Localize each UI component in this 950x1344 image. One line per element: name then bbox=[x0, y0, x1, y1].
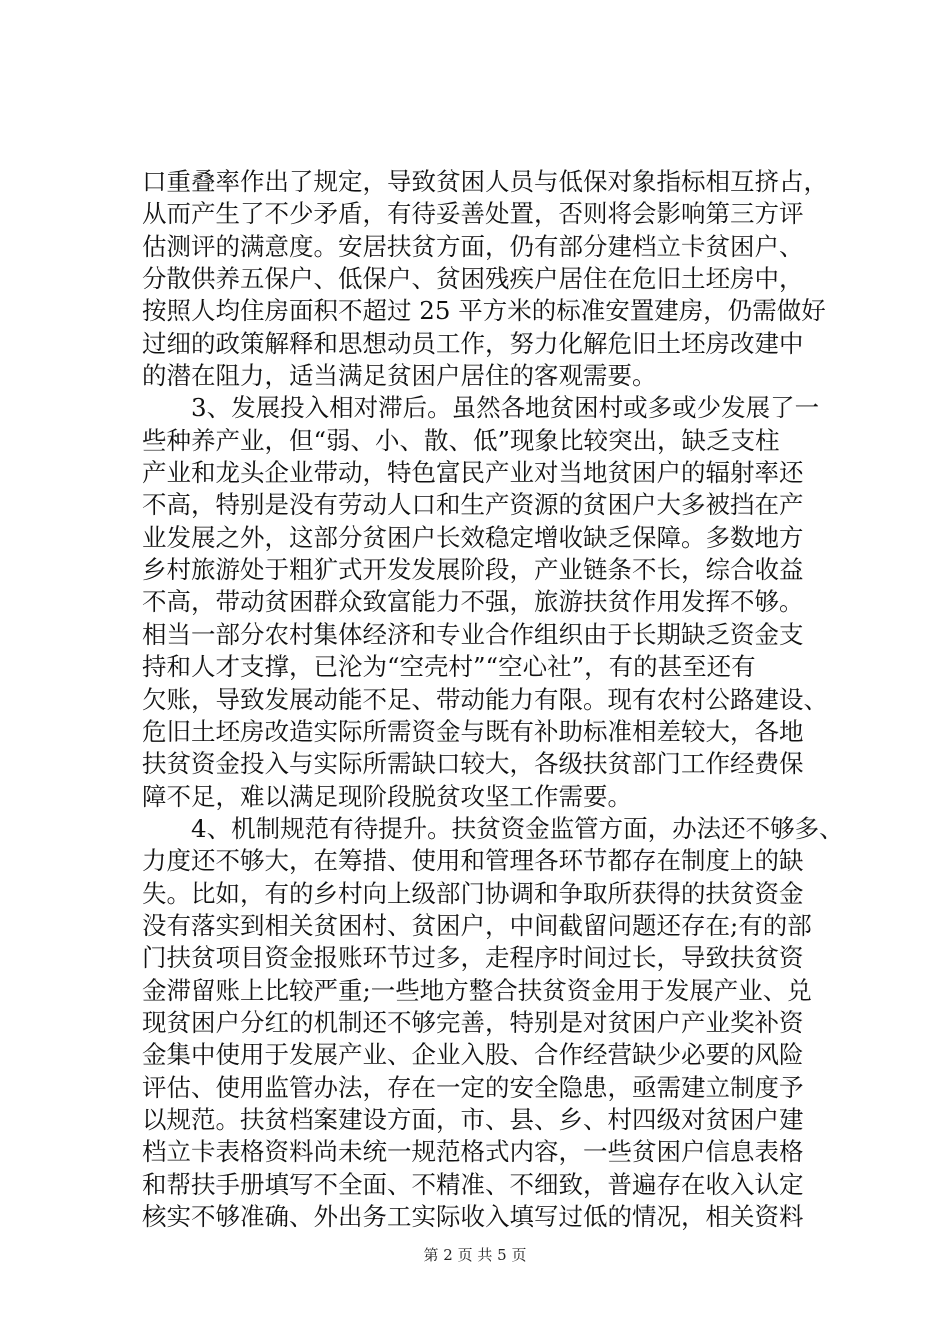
text-line: 评估、使用监管办法，存在一定的安全隐患，亟需建立制度予 bbox=[142, 1072, 804, 1102]
text-line: 按照人均住房面积不超过 25 平方米的标准安置建房，仍需做好 bbox=[142, 296, 826, 326]
text-line: 危旧土坯房改造实际所需资金与既有补助标准相差较大，各地 bbox=[142, 716, 804, 746]
text-line: 从而产生了不少矛盾，有待妥善处置，否则将会影响第三方评 bbox=[142, 199, 804, 229]
text-line: 门扶贫项目资金报账环节过多，走程序时间过长，导致扶贫资 bbox=[142, 943, 804, 973]
text-line: 些种养产业，但“弱、小、散、低”现象比较突出，缺乏支柱 bbox=[142, 425, 780, 455]
text-line: 不高，特别是没有劳动人口和生产资源的贫困户大多被挡在产 bbox=[142, 490, 804, 520]
text-line: 力度还不够大，在筹措、使用和管理各环节都存在制度上的缺 bbox=[142, 846, 804, 876]
text-line: 现贫困户分红的机制还不够完善，特别是对贫困户产业奖补资 bbox=[142, 1007, 804, 1037]
text-line: 核实不够准确、外出务工实际收入填写过低的情况，相关资料 bbox=[142, 1202, 804, 1231]
text-line: 金滞留账上比较严重;一些地方整合扶贫资金用于发展产业、兑 bbox=[142, 975, 812, 1005]
text-line: 分散供养五保户、低保户、贫困残疾户居住在危旧土坯房中， bbox=[142, 264, 804, 294]
text-line: 欠账，导致发展动能不足、带动能力有限。现有农村公路建设、 bbox=[142, 684, 828, 714]
text-line: 4、机制规范有待提升。扶贫资金监管方面，办法还不够多、 bbox=[142, 813, 844, 843]
page-footer: 第 2 页 共 5 页 bbox=[423, 1246, 527, 1264]
text-line: 业发展之外，这部分贫困户长效稳定增收缺乏保障。多数地方 bbox=[142, 522, 804, 552]
text-line: 估测评的满意度。安居扶贫方面，仍有部分建档立卡贫困户、 bbox=[142, 231, 804, 261]
text-line: 不高，带动贫困群众致富能力不强，旅游扶贫作用发挥不够。 bbox=[142, 587, 804, 617]
text-line: 以规范。扶贫档案建设方面，市、县、乡、村四级对贫困户建 bbox=[142, 1104, 804, 1134]
text-line: 没有落实到相关贫困村、贫困户，中间截留问题还存在;有的部 bbox=[142, 910, 812, 940]
text-line: 扶贫资金投入与实际所需缺口较大，各级扶贫部门工作经费保 bbox=[142, 749, 804, 779]
body-text bbox=[142, 166, 842, 1233]
text-line: 的潜在阻力，适当满足贫困户居住的客观需要。 bbox=[142, 361, 657, 391]
text-line: 金集中使用于发展产业、企业入股、合作经营缺少必要的风险 bbox=[142, 1040, 804, 1070]
text-line: 口重叠率作出了规定，导致贫困人员与低保对象指标相互挤占， bbox=[142, 167, 828, 196]
text-line: 3、发展投入相对滞后。虽然各地贫困村或多或少发展了一 bbox=[142, 393, 820, 423]
text-line: 相当一部分农村集体经济和专业合作组织由于长期缺乏资金支 bbox=[142, 619, 804, 649]
text-line: 失。比如，有的乡村向上级部门协调和争取所获得的扶贫资金 bbox=[142, 878, 804, 908]
text-line: 和帮扶手册填写不全面、不精准、不细致，普遍存在收入认定 bbox=[142, 1169, 804, 1199]
text-line: 产业和龙头企业带动，特色富民产业对当地贫困户的辐射率还 bbox=[142, 458, 804, 488]
text-line: 乡村旅游处于粗犷式开发发展阶段，产业链条不长，综合收益 bbox=[142, 555, 804, 585]
text-line: 障不足，难以满足现阶段脱贫攻坚工作需要。 bbox=[142, 781, 632, 811]
text-line: 持和人才支撑，已沦为“空壳村”“空心社”，有的甚至还有 bbox=[142, 652, 756, 682]
text-line: 过细的政策解释和思想动员工作，努力化解危旧土坯房改建中 bbox=[142, 328, 804, 358]
text-line: 档立卡表格资料尚未统一规范格式内容，一些贫困户信息表格 bbox=[142, 1137, 804, 1167]
